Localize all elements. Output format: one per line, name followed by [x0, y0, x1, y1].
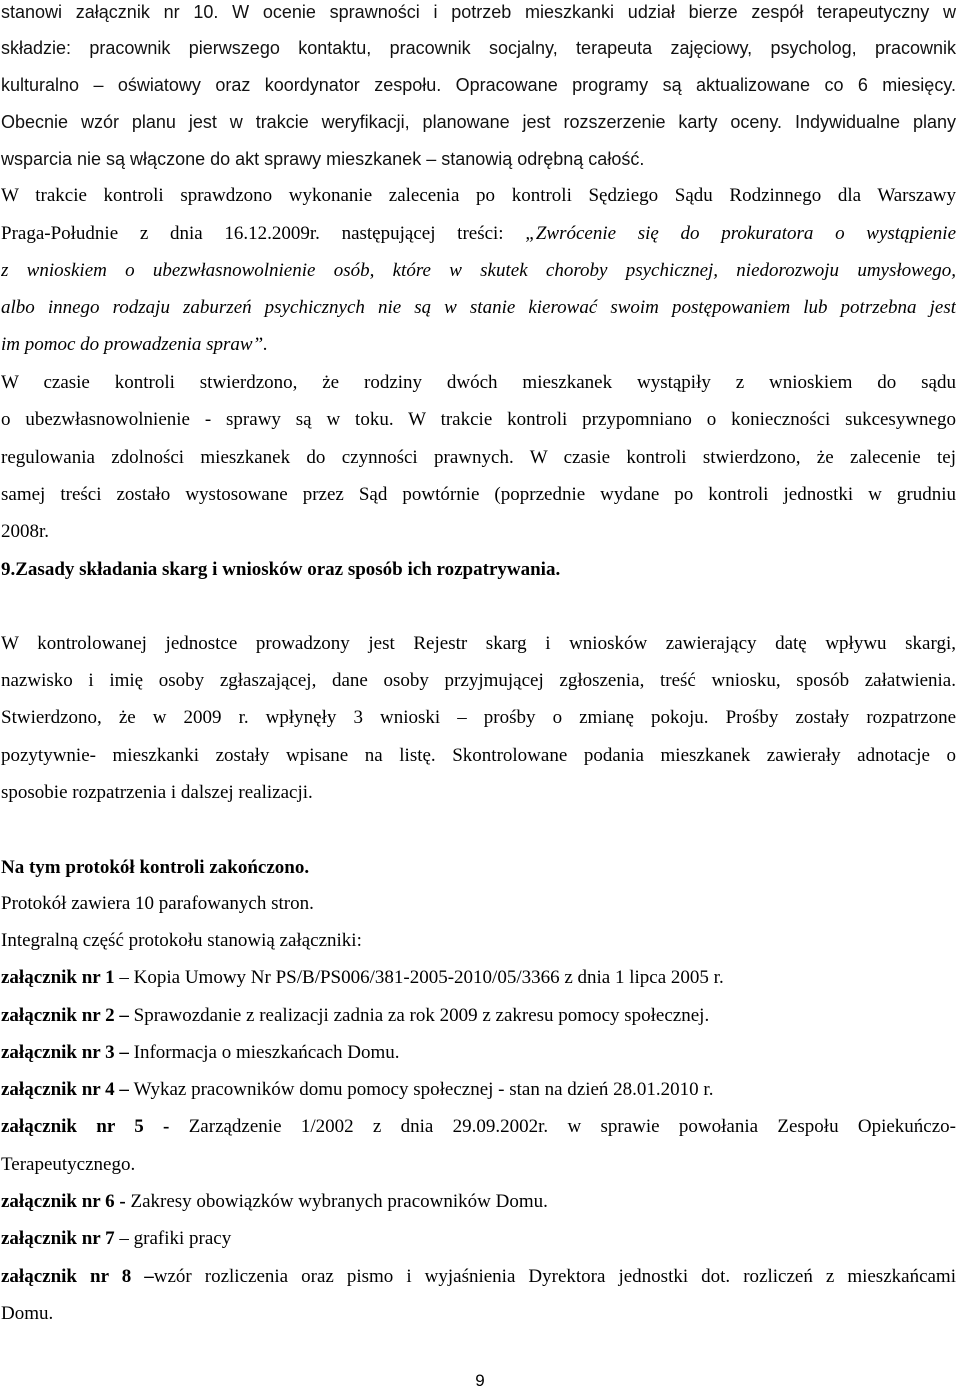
attachment-dash: –	[114, 1228, 134, 1249]
paragraph-line	[1, 222, 956, 246]
page-number: 9	[475, 1371, 485, 1390]
attachment-label: załącznik nr 1	[1, 967, 115, 988]
paragraph-line: wsparcia nie są włączone do akt sprawy mieszkanek – stanowią odrębną całość.	[1, 149, 645, 169]
attachment-label: załącznik nr 4	[1, 1079, 115, 1100]
paragraph-line: 2008r.	[1, 521, 50, 542]
attachment-text: wzór rozliczenia oraz pismo i wyjaśnienia Dyrektora jednostki dot. rozliczeń z mieszkańcami	[153, 1266, 956, 1287]
page-count-statement: Protokół zawiera 10 parafowanych stron.	[1, 893, 314, 914]
attachment-dash: –	[114, 1005, 134, 1026]
paragraph-line: W trakcie kontroli sprawdzono wykonanie zalecenia po kontroli Sędziego Sądu Rodzinnego dla Warszawy	[1, 185, 956, 206]
paragraph-line: sposobie rozpatrzenia i dalszej realizacji.	[1, 782, 313, 803]
paragraph-line: W czasie kontroli stwierdzono, że rodziny dwóch mieszkanek wystąpiły z wnioskiem do sądu	[1, 372, 956, 393]
paragraph-line: nazwisko i imię osoby zgłaszającej, dane osoby przyjmującej zgłoszenia, treść wniosku, sposób załatwienia.	[1, 670, 956, 691]
attachment-label: załącznik nr 5 -	[1, 1116, 170, 1137]
section-number: 9.	[1, 559, 16, 580]
attachment-label: załącznik nr 8	[1, 1266, 132, 1287]
paragraph-line: pozytywnie- mieszkanki zostały wpisane na listę. Skontrolowane podania mieszkanek zawierały adnotacje o	[1, 745, 956, 766]
paragraph-line: składzie: pracownik pierwszego kontaktu, pracownik socjalny, terapeuta zajęciowy, psycholog, pracownik	[1, 38, 956, 58]
attachment-continuation: Terapeutycznego.	[1, 1154, 136, 1175]
attachment-continuation: Domu.	[1, 1303, 54, 1324]
attachment-item	[1, 1190, 548, 1214]
paragraph-line: samej treści zostało wystosowane przez Sąd powtórnie (poprzednie wydane po kontroli jednostki w grudniu	[1, 484, 956, 505]
attachment-item	[1, 1265, 956, 1289]
attachment-label: załącznik nr 2	[1, 1005, 115, 1026]
attachment-text: grafiki pracy	[133, 1228, 232, 1249]
attachment-text: Wykaz pracowników domu pomocy społecznej - stan na dzień 28.01.2010 r.	[133, 1079, 714, 1100]
quoted-recommendation: z wnioskiem o ubezwłasnowolnienie osób, które w skutek choroby psychicznej, niedorozwoju umysłowego,	[1, 260, 956, 281]
attachments-intro: Integralną część protokołu stanowią załączniki:	[1, 930, 362, 951]
attachment-item	[1, 1115, 956, 1139]
paragraph-line: Stwierdzono, że w 2009 r. wpłynęły 3 wnioski – prośby o zmianę pokoju. Prośby zostały rozpatrzone	[1, 707, 956, 728]
plain-text: Praga-Południe z dnia 16.12.2009r. następującej treści:	[1, 223, 526, 244]
attachment-text: Informacja o mieszkańcach Domu.	[133, 1042, 400, 1063]
paragraph-line: stanowi załącznik nr 10. W ocenie sprawności i potrzeb mieszkanki udział bierze zespół terapeutyczny w	[1, 2, 956, 22]
attachment-text: Sprawozdanie z realizacji zadnia za rok 2009 z zakresu pomocy społecznej.	[133, 1005, 710, 1026]
paragraph-line: regulowania zdolności mieszkanek do czynności prawnych. W czasie kontroli stwierdzono, że zalecenie tej	[1, 447, 956, 468]
attachment-dash: –	[114, 1079, 134, 1100]
attachment-text: Kopia Umowy Nr PS/B/PS006/381-2005-2010/05/3366 z dnia 1 lipca 2005 r.	[133, 967, 724, 988]
quoted-recommendation: im pomoc do prowadzenia spraw”.	[1, 334, 268, 355]
paragraph-line: kulturalno – oświatowy oraz koordynator zespołu. Opracowane programy są aktualizowane co 6 miesięcy.	[1, 75, 956, 95]
attachment-dash: –	[114, 1042, 134, 1063]
section-heading	[1, 558, 560, 582]
attachment-text: Zakresy obowiązków wybranych pracowników Domu.	[130, 1191, 548, 1212]
attachment-item	[1, 1041, 400, 1065]
section-title: Zasady składania skarg i wniosków oraz sposób ich rozpatrywania.	[15, 559, 561, 580]
attachment-dash	[169, 1116, 188, 1137]
attachment-label: załącznik nr 3	[1, 1042, 115, 1063]
attachment-dash: –	[131, 1266, 154, 1287]
attachment-label: załącznik nr 6 -	[1, 1191, 126, 1212]
paragraph-line: Obecnie wzór planu jest w trakcie weryfikacji, planowane jest rozszerzenie karty oceny. Indywidualne plany	[1, 112, 956, 132]
attachment-item	[1, 1078, 713, 1102]
closing-statement: Na tym protokół kontroli zakończono.	[1, 857, 310, 878]
attachment-item	[1, 1004, 709, 1028]
paragraph-line: W kontrolowanej jednostce prowadzony jest Rejestr skarg i wniosków zawierający datę wpływu skargi,	[1, 633, 956, 654]
quoted-recommendation: „Zwrócenie się do prokuratora o wystąpienie	[525, 223, 956, 244]
paragraph-line: o ubezwłasnowolnienie - sprawy są w toku. W trakcie kontroli przypomniano o konieczności sukcesywnego	[1, 409, 956, 430]
attachment-dash: –	[114, 967, 134, 988]
attachment-item	[1, 1227, 231, 1251]
quoted-recommendation: albo innego rodzaju zaburzeń psychicznych nie są w stanie kierować swoim postępowaniem lub potrzebna jest	[1, 297, 956, 318]
attachment-text: Zarządzenie 1/2002 z dnia 29.09.2002r. w sprawie powołania Zespołu Opiekuńczo-	[188, 1116, 956, 1137]
attachment-label: załącznik nr 7	[1, 1228, 115, 1249]
attachment-item	[1, 966, 724, 990]
